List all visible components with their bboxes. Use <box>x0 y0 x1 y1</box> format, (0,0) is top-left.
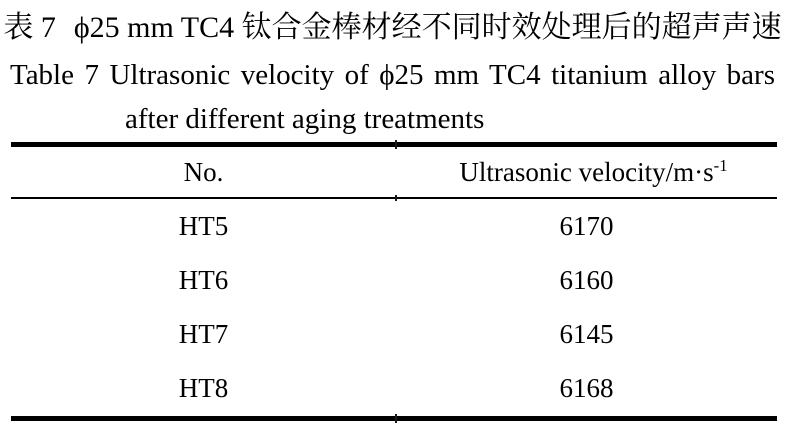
table-caption-english-line1: Table 7 Ultrasonic velocity of ϕ25 mm TC4 titanium alloy bars <box>10 59 775 91</box>
data-table <box>11 142 777 421</box>
table-caption-english-line2: after different aging treatments <box>125 103 485 135</box>
table-row-cell-velocity: 6145 <box>559 319 614 349</box>
column-header-no: No. <box>183 157 224 187</box>
table-row-cell-velocity: 6168 <box>559 373 614 403</box>
table-bottom-rule <box>11 416 777 421</box>
column-header-velocity-exponent: -1 <box>713 156 728 175</box>
table-row-cell-no: HT7 <box>178 319 229 349</box>
table-row-cell-no: HT6 <box>178 265 229 295</box>
table-caption-chinese-label: 表 7 <box>3 11 56 44</box>
table-row-cell-no: HT5 <box>178 211 229 241</box>
column-header-velocity <box>396 147 777 197</box>
table-caption-chinese-text: ϕ25 mm TC4 钛合金棒材经不同时效处理后的超声声速 <box>73 11 782 44</box>
table-caption-chinese <box>0 8 785 48</box>
column-header-velocity-label: Ultrasonic velocity/m·s <box>459 157 714 187</box>
table-row-cell-velocity: 6170 <box>559 211 614 241</box>
table-row-cell-velocity: 6160 <box>559 265 614 295</box>
table-row-cell-no: HT8 <box>178 373 229 403</box>
column-divider-tick-bottom <box>395 414 397 423</box>
